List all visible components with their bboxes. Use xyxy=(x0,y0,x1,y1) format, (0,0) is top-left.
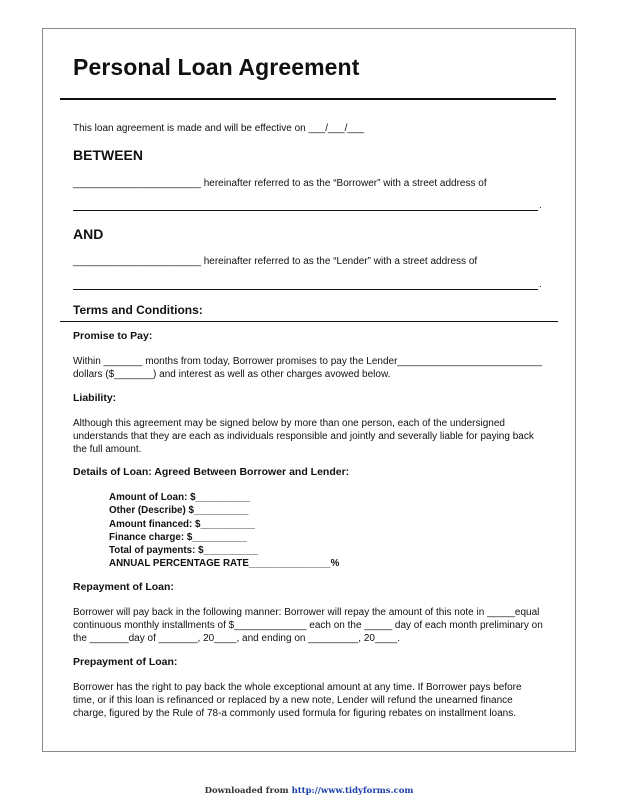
borrower-address-end: . xyxy=(539,200,542,211)
prepayment-line-1: Borrower has the right to pay back the whole exceptional amount at any time. If Borrower pays before xyxy=(73,682,522,693)
repayment-line-2: continuous monthly installments of $_____________ each on the _____ day of each month preliminary on xyxy=(73,620,543,631)
liability-line-1: Although this agreement may be signed below by more than one person, each of the undersigned xyxy=(73,418,505,429)
lender-line: _______________________ hereinafter referred to as the “Lender” with a street address of xyxy=(73,256,478,267)
repayment-line-3: the _______day of _______, 20____, and ending on _________, 20____. xyxy=(73,633,400,644)
page-title: Personal Loan Agreement xyxy=(73,54,360,80)
detail-total-payments: Total of payments: $__________ xyxy=(109,545,259,557)
and-heading: AND xyxy=(73,226,104,242)
borrower-line: _______________________ hereinafter referred to as the “Borrower” with a street address of xyxy=(73,178,487,189)
detail-amount-of-loan: Amount of Loan: $__________ xyxy=(109,492,251,503)
liability-heading: Liability: xyxy=(73,392,117,404)
liability-line-3: the full amount. xyxy=(73,444,142,455)
detail-amount-financed: Amount financed: $__________ xyxy=(109,518,255,530)
lender-address-line xyxy=(73,289,538,290)
detail-other: Other (Describe) $__________ xyxy=(109,505,249,517)
footer-prefix: Downloaded from xyxy=(204,786,289,796)
details-heading: Details of Loan: Agreed Between Borrower and Lender: xyxy=(73,466,350,478)
terms-heading: Terms and Conditions: xyxy=(73,303,203,317)
intro-text: This loan agreement is made and will be effective on ___/___/___ xyxy=(73,123,365,134)
terms-rule xyxy=(60,321,558,322)
promise-heading: Promise to Pay: xyxy=(73,330,153,342)
detail-finance-charge: Finance charge: $__________ xyxy=(109,531,247,543)
repayment-heading: Repayment of Loan: xyxy=(73,581,174,593)
download-footer xyxy=(0,786,618,796)
prepayment-heading: Prepayment of Loan: xyxy=(73,656,178,668)
title-rule xyxy=(60,98,556,100)
detail-apr: ANNUAL PERCENTAGE RATE_______________% xyxy=(109,558,340,570)
lender-address-end: . xyxy=(539,279,542,290)
repayment-line-1: Borrower will pay back in the following manner: Borrower will repay the amount of this note in _____equal xyxy=(73,607,540,618)
between-heading: BETWEEN xyxy=(73,147,143,163)
footer-url-link[interactable]: http://www.tidyforms.com xyxy=(291,786,414,796)
prepayment-line-2: time, or if this loan is refinanced or replaced by a new note, Lender will refund the unearned finance xyxy=(73,695,513,706)
borrower-address-line xyxy=(73,210,538,211)
prepayment-line-3: charge, figured by the Rule of 78-a commonly used formula for figuring rebates on installment loans. xyxy=(73,708,517,719)
details-list xyxy=(109,491,339,571)
promise-line-1: Within _______ months from today, Borrower promises to pay the Lender__________________________ xyxy=(73,356,543,367)
promise-line-2: dollars ($_______) and interest as well as other charges avowed below. xyxy=(73,369,391,380)
liability-line-2: understands that they are each as individuals responsible and jointly and severally liable for paying back xyxy=(73,431,534,442)
